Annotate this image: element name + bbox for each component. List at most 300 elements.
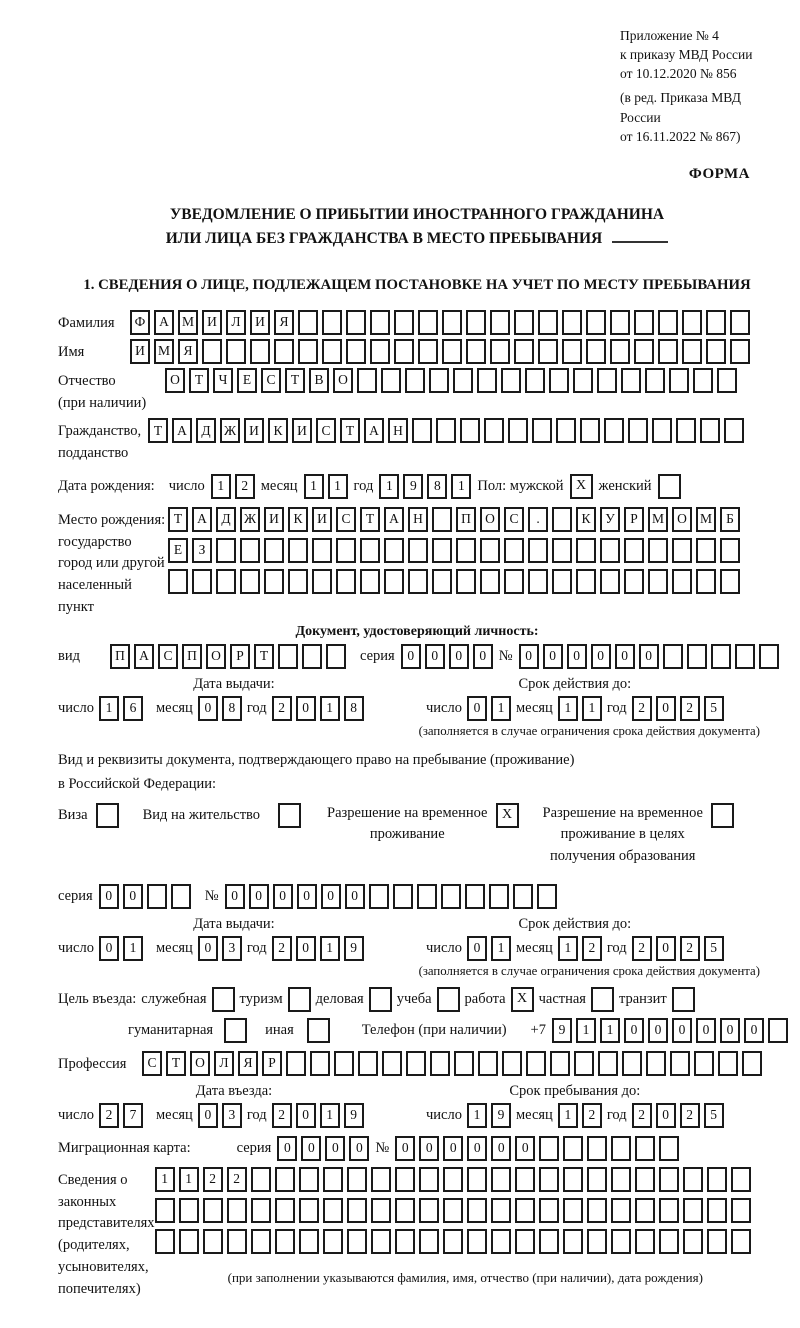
char-cell[interactable]: Т bbox=[148, 418, 168, 443]
char-cell[interactable] bbox=[539, 1167, 559, 1192]
char-cell[interactable]: 2 bbox=[235, 474, 255, 499]
char-cell[interactable]: 0 bbox=[624, 1018, 644, 1043]
char-cell[interactable]: 2 bbox=[632, 1103, 652, 1128]
char-cell[interactable] bbox=[587, 1229, 607, 1254]
char-cell[interactable] bbox=[467, 1198, 487, 1223]
char-cell[interactable]: 0 bbox=[395, 1136, 415, 1161]
char-cell[interactable] bbox=[346, 339, 366, 364]
char-cell[interactable]: А bbox=[172, 418, 192, 443]
char-cell[interactable] bbox=[443, 1167, 463, 1192]
residence-permit-checkbox[interactable] bbox=[278, 803, 301, 828]
char-cell[interactable]: И bbox=[312, 507, 332, 532]
char-cell[interactable] bbox=[371, 1198, 391, 1223]
char-cell[interactable]: И bbox=[250, 310, 270, 335]
char-cell[interactable] bbox=[600, 569, 620, 594]
char-cell[interactable]: А bbox=[192, 507, 212, 532]
char-cell[interactable]: 0 bbox=[720, 1018, 740, 1043]
char-cell[interactable]: 1 bbox=[155, 1167, 175, 1192]
char-cell[interactable]: 0 bbox=[296, 696, 316, 721]
char-cell[interactable]: 2 bbox=[680, 696, 700, 721]
char-cell[interactable] bbox=[432, 569, 452, 594]
char-cell[interactable] bbox=[563, 1229, 583, 1254]
char-cell[interactable]: Ж bbox=[220, 418, 240, 443]
char-cell[interactable] bbox=[669, 368, 689, 393]
char-cell[interactable]: 0 bbox=[744, 1018, 764, 1043]
char-cell[interactable]: С bbox=[316, 418, 336, 443]
char-cell[interactable] bbox=[539, 1198, 559, 1223]
char-cell[interactable] bbox=[580, 418, 600, 443]
char-cell[interactable]: Н bbox=[408, 507, 428, 532]
char-cell[interactable] bbox=[347, 1167, 367, 1192]
char-cell[interactable] bbox=[768, 1018, 788, 1043]
char-cell[interactable] bbox=[155, 1198, 175, 1223]
char-cell[interactable] bbox=[240, 538, 260, 563]
char-cell[interactable]: Я bbox=[178, 339, 198, 364]
char-cell[interactable]: 2 bbox=[582, 1103, 602, 1128]
char-cell[interactable] bbox=[336, 538, 356, 563]
char-cell[interactable] bbox=[707, 1229, 727, 1254]
char-cell[interactable]: 0 bbox=[467, 1136, 487, 1161]
char-cell[interactable]: 0 bbox=[345, 884, 365, 909]
char-cell[interactable] bbox=[394, 310, 414, 335]
char-cell[interactable]: 0 bbox=[296, 1103, 316, 1128]
char-cell[interactable]: Т bbox=[254, 644, 274, 669]
char-cell[interactable] bbox=[395, 1198, 415, 1223]
char-cell[interactable] bbox=[600, 538, 620, 563]
char-cell[interactable] bbox=[634, 339, 654, 364]
purpose-private-checkbox[interactable] bbox=[591, 987, 614, 1012]
char-cell[interactable] bbox=[466, 310, 486, 335]
char-cell[interactable] bbox=[370, 339, 390, 364]
char-cell[interactable] bbox=[720, 538, 740, 563]
char-cell[interactable] bbox=[179, 1198, 199, 1223]
char-cell[interactable]: 0 bbox=[639, 644, 659, 669]
char-cell[interactable] bbox=[731, 1167, 751, 1192]
char-cell[interactable] bbox=[454, 1051, 474, 1076]
char-cell[interactable]: 3 bbox=[222, 1103, 242, 1128]
char-cell[interactable]: 1 bbox=[179, 1167, 199, 1192]
char-cell[interactable] bbox=[484, 418, 504, 443]
char-cell[interactable]: 0 bbox=[249, 884, 269, 909]
char-cell[interactable]: О bbox=[480, 507, 500, 532]
char-cell[interactable]: Т bbox=[166, 1051, 186, 1076]
char-cell[interactable] bbox=[508, 418, 528, 443]
char-cell[interactable] bbox=[696, 569, 716, 594]
char-cell[interactable] bbox=[663, 644, 683, 669]
char-cell[interactable] bbox=[586, 339, 606, 364]
char-cell[interactable] bbox=[371, 1167, 391, 1192]
char-cell[interactable] bbox=[491, 1229, 511, 1254]
char-cell[interactable] bbox=[622, 1051, 642, 1076]
char-cell[interactable] bbox=[597, 368, 617, 393]
char-cell[interactable] bbox=[532, 418, 552, 443]
char-cell[interactable] bbox=[467, 1167, 487, 1192]
char-cell[interactable] bbox=[672, 538, 692, 563]
char-cell[interactable]: Д bbox=[196, 418, 216, 443]
char-cell[interactable] bbox=[419, 1198, 439, 1223]
char-cell[interactable] bbox=[628, 418, 648, 443]
char-cell[interactable] bbox=[406, 1051, 426, 1076]
char-cell[interactable] bbox=[504, 538, 524, 563]
char-cell[interactable] bbox=[412, 418, 432, 443]
char-cell[interactable]: 0 bbox=[656, 1103, 676, 1128]
char-cell[interactable]: 0 bbox=[519, 644, 539, 669]
char-cell[interactable] bbox=[696, 538, 716, 563]
char-cell[interactable] bbox=[539, 1229, 559, 1254]
char-cell[interactable] bbox=[381, 368, 401, 393]
char-cell[interactable] bbox=[443, 1229, 463, 1254]
char-cell[interactable]: 0 bbox=[567, 644, 587, 669]
char-cell[interactable]: 8 bbox=[427, 474, 447, 499]
char-cell[interactable]: 2 bbox=[272, 1103, 292, 1128]
char-cell[interactable] bbox=[323, 1167, 343, 1192]
char-cell[interactable] bbox=[730, 339, 750, 364]
char-cell[interactable] bbox=[443, 1198, 463, 1223]
char-cell[interactable] bbox=[430, 1051, 450, 1076]
char-cell[interactable] bbox=[742, 1051, 762, 1076]
char-cell[interactable]: С bbox=[158, 644, 178, 669]
char-cell[interactable] bbox=[453, 368, 473, 393]
char-cell[interactable] bbox=[724, 418, 744, 443]
char-cell[interactable] bbox=[278, 644, 298, 669]
char-cell[interactable] bbox=[489, 884, 509, 909]
char-cell[interactable]: 1 bbox=[600, 1018, 620, 1043]
char-cell[interactable]: 1 bbox=[558, 936, 578, 961]
purpose-other-checkbox[interactable] bbox=[307, 1018, 330, 1043]
char-cell[interactable]: 9 bbox=[403, 474, 423, 499]
purpose-work-checkbox[interactable]: X bbox=[511, 987, 534, 1012]
char-cell[interactable] bbox=[693, 368, 713, 393]
char-cell[interactable] bbox=[168, 569, 188, 594]
char-cell[interactable] bbox=[275, 1198, 295, 1223]
char-cell[interactable]: 0 bbox=[515, 1136, 535, 1161]
char-cell[interactable]: Я bbox=[274, 310, 294, 335]
char-cell[interactable] bbox=[323, 1198, 343, 1223]
char-cell[interactable]: 0 bbox=[425, 644, 445, 669]
char-cell[interactable] bbox=[405, 368, 425, 393]
char-cell[interactable] bbox=[611, 1229, 631, 1254]
char-cell[interactable] bbox=[419, 1229, 439, 1254]
char-cell[interactable] bbox=[312, 569, 332, 594]
char-cell[interactable]: 0 bbox=[321, 884, 341, 909]
char-cell[interactable]: А bbox=[384, 507, 404, 532]
char-cell[interactable] bbox=[563, 1167, 583, 1192]
char-cell[interactable]: И bbox=[130, 339, 150, 364]
char-cell[interactable]: 1 bbox=[99, 696, 119, 721]
char-cell[interactable]: А bbox=[364, 418, 384, 443]
char-cell[interactable] bbox=[310, 1051, 330, 1076]
char-cell[interactable] bbox=[192, 569, 212, 594]
char-cell[interactable]: О bbox=[165, 368, 185, 393]
char-cell[interactable]: Р bbox=[230, 644, 250, 669]
char-cell[interactable] bbox=[299, 1229, 319, 1254]
char-cell[interactable] bbox=[672, 569, 692, 594]
char-cell[interactable]: Л bbox=[214, 1051, 234, 1076]
char-cell[interactable]: 0 bbox=[543, 644, 563, 669]
char-cell[interactable]: Р bbox=[624, 507, 644, 532]
char-cell[interactable] bbox=[384, 538, 404, 563]
char-cell[interactable]: 2 bbox=[632, 696, 652, 721]
char-cell[interactable]: 1 bbox=[320, 936, 340, 961]
char-cell[interactable] bbox=[460, 418, 480, 443]
char-cell[interactable]: 0 bbox=[419, 1136, 439, 1161]
char-cell[interactable] bbox=[539, 1136, 559, 1161]
char-cell[interactable]: О bbox=[672, 507, 692, 532]
char-cell[interactable] bbox=[312, 538, 332, 563]
char-cell[interactable] bbox=[323, 1229, 343, 1254]
char-cell[interactable] bbox=[429, 368, 449, 393]
char-cell[interactable]: 5 bbox=[704, 696, 724, 721]
char-cell[interactable]: К bbox=[268, 418, 288, 443]
char-cell[interactable]: Т bbox=[360, 507, 380, 532]
char-cell[interactable]: Р bbox=[262, 1051, 282, 1076]
char-cell[interactable] bbox=[251, 1229, 271, 1254]
char-cell[interactable] bbox=[432, 538, 452, 563]
char-cell[interactable]: 0 bbox=[615, 644, 635, 669]
char-cell[interactable] bbox=[635, 1167, 655, 1192]
char-cell[interactable]: 9 bbox=[344, 936, 364, 961]
char-cell[interactable] bbox=[682, 310, 702, 335]
char-cell[interactable] bbox=[604, 418, 624, 443]
char-cell[interactable]: К bbox=[576, 507, 596, 532]
char-cell[interactable] bbox=[480, 569, 500, 594]
char-cell[interactable]: 2 bbox=[99, 1103, 119, 1128]
char-cell[interactable] bbox=[552, 507, 572, 532]
char-cell[interactable]: С bbox=[504, 507, 524, 532]
char-cell[interactable]: 3 bbox=[222, 936, 242, 961]
char-cell[interactable] bbox=[587, 1198, 607, 1223]
char-cell[interactable]: 0 bbox=[696, 1018, 716, 1043]
purpose-study-checkbox[interactable] bbox=[437, 987, 460, 1012]
char-cell[interactable] bbox=[552, 538, 572, 563]
char-cell[interactable]: 1 bbox=[491, 936, 511, 961]
char-cell[interactable]: 0 bbox=[297, 884, 317, 909]
purpose-official-checkbox[interactable] bbox=[212, 987, 235, 1012]
char-cell[interactable]: 0 bbox=[296, 936, 316, 961]
char-cell[interactable] bbox=[334, 1051, 354, 1076]
char-cell[interactable] bbox=[504, 569, 524, 594]
char-cell[interactable] bbox=[513, 884, 533, 909]
char-cell[interactable] bbox=[264, 538, 284, 563]
char-cell[interactable]: 0 bbox=[99, 936, 119, 961]
char-cell[interactable] bbox=[360, 538, 380, 563]
char-cell[interactable]: Ф bbox=[130, 310, 150, 335]
char-cell[interactable] bbox=[419, 1167, 439, 1192]
char-cell[interactable] bbox=[563, 1198, 583, 1223]
char-cell[interactable]: М bbox=[648, 507, 668, 532]
char-cell[interactable] bbox=[490, 310, 510, 335]
char-cell[interactable] bbox=[466, 339, 486, 364]
char-cell[interactable]: О bbox=[206, 644, 226, 669]
char-cell[interactable] bbox=[418, 339, 438, 364]
char-cell[interactable]: Т bbox=[285, 368, 305, 393]
char-cell[interactable]: 2 bbox=[680, 936, 700, 961]
char-cell[interactable] bbox=[587, 1167, 607, 1192]
visa-checkbox[interactable] bbox=[96, 803, 119, 828]
char-cell[interactable] bbox=[417, 884, 437, 909]
char-cell[interactable] bbox=[322, 339, 342, 364]
char-cell[interactable] bbox=[658, 310, 678, 335]
char-cell[interactable] bbox=[456, 538, 476, 563]
char-cell[interactable]: 1 bbox=[211, 474, 231, 499]
char-cell[interactable]: 6 bbox=[123, 696, 143, 721]
char-cell[interactable] bbox=[250, 339, 270, 364]
char-cell[interactable] bbox=[395, 1229, 415, 1254]
char-cell[interactable]: А bbox=[134, 644, 154, 669]
char-cell[interactable]: 8 bbox=[344, 696, 364, 721]
char-cell[interactable] bbox=[346, 310, 366, 335]
char-cell[interactable] bbox=[299, 1198, 319, 1223]
char-cell[interactable] bbox=[652, 418, 672, 443]
char-cell[interactable] bbox=[347, 1198, 367, 1223]
char-cell[interactable] bbox=[147, 884, 167, 909]
char-cell[interactable]: 0 bbox=[449, 644, 469, 669]
char-cell[interactable]: М bbox=[178, 310, 198, 335]
char-cell[interactable]: Е bbox=[237, 368, 257, 393]
char-cell[interactable]: 0 bbox=[672, 1018, 692, 1043]
char-cell[interactable]: 5 bbox=[704, 936, 724, 961]
char-cell[interactable] bbox=[563, 1136, 583, 1161]
char-cell[interactable]: 9 bbox=[552, 1018, 572, 1043]
char-cell[interactable] bbox=[202, 339, 222, 364]
char-cell[interactable] bbox=[288, 538, 308, 563]
char-cell[interactable] bbox=[322, 310, 342, 335]
char-cell[interactable]: 1 bbox=[576, 1018, 596, 1043]
char-cell[interactable]: 1 bbox=[467, 1103, 487, 1128]
char-cell[interactable] bbox=[418, 310, 438, 335]
char-cell[interactable]: 1 bbox=[451, 474, 471, 499]
char-cell[interactable] bbox=[624, 538, 644, 563]
char-cell[interactable]: 2 bbox=[272, 936, 292, 961]
temp-residence-checkbox[interactable]: X bbox=[496, 803, 519, 828]
char-cell[interactable] bbox=[552, 569, 572, 594]
char-cell[interactable] bbox=[302, 644, 322, 669]
char-cell[interactable] bbox=[436, 418, 456, 443]
char-cell[interactable] bbox=[155, 1229, 175, 1254]
char-cell[interactable] bbox=[286, 1051, 306, 1076]
char-cell[interactable]: 0 bbox=[99, 884, 119, 909]
char-cell[interactable] bbox=[720, 569, 740, 594]
char-cell[interactable] bbox=[611, 1198, 631, 1223]
char-cell[interactable] bbox=[515, 1198, 535, 1223]
char-cell[interactable]: 1 bbox=[320, 1103, 340, 1128]
char-cell[interactable]: Ж bbox=[240, 507, 260, 532]
char-cell[interactable]: У bbox=[600, 507, 620, 532]
char-cell[interactable]: П bbox=[456, 507, 476, 532]
char-cell[interactable] bbox=[514, 339, 534, 364]
char-cell[interactable] bbox=[586, 310, 606, 335]
char-cell[interactable]: Я bbox=[238, 1051, 258, 1076]
char-cell[interactable] bbox=[659, 1167, 679, 1192]
char-cell[interactable]: 1 bbox=[491, 696, 511, 721]
char-cell[interactable] bbox=[227, 1198, 247, 1223]
char-cell[interactable] bbox=[467, 1229, 487, 1254]
temp-residence-edu-checkbox[interactable] bbox=[711, 803, 734, 828]
char-cell[interactable] bbox=[171, 884, 191, 909]
char-cell[interactable] bbox=[515, 1167, 535, 1192]
char-cell[interactable] bbox=[562, 310, 582, 335]
char-cell[interactable]: 0 bbox=[401, 644, 421, 669]
char-cell[interactable]: И bbox=[264, 507, 284, 532]
char-cell[interactable] bbox=[442, 310, 462, 335]
char-cell[interactable]: М bbox=[154, 339, 174, 364]
char-cell[interactable] bbox=[658, 339, 678, 364]
sex-female-checkbox[interactable] bbox=[658, 474, 681, 499]
char-cell[interactable] bbox=[203, 1229, 223, 1254]
char-cell[interactable] bbox=[538, 310, 558, 335]
char-cell[interactable] bbox=[538, 339, 558, 364]
char-cell[interactable]: А bbox=[154, 310, 174, 335]
char-cell[interactable] bbox=[711, 644, 731, 669]
char-cell[interactable]: 1 bbox=[558, 1103, 578, 1128]
char-cell[interactable] bbox=[576, 538, 596, 563]
char-cell[interactable]: Т bbox=[168, 507, 188, 532]
char-cell[interactable]: 0 bbox=[198, 696, 218, 721]
char-cell[interactable] bbox=[621, 368, 641, 393]
char-cell[interactable] bbox=[648, 569, 668, 594]
char-cell[interactable]: И bbox=[202, 310, 222, 335]
char-cell[interactable]: 2 bbox=[227, 1167, 247, 1192]
char-cell[interactable]: 1 bbox=[558, 696, 578, 721]
char-cell[interactable] bbox=[275, 1229, 295, 1254]
char-cell[interactable]: 0 bbox=[277, 1136, 297, 1161]
char-cell[interactable] bbox=[682, 339, 702, 364]
char-cell[interactable] bbox=[645, 368, 665, 393]
char-cell[interactable] bbox=[759, 644, 779, 669]
char-cell[interactable] bbox=[384, 569, 404, 594]
char-cell[interactable] bbox=[491, 1167, 511, 1192]
char-cell[interactable]: 0 bbox=[349, 1136, 369, 1161]
char-cell[interactable] bbox=[576, 569, 596, 594]
char-cell[interactable] bbox=[537, 884, 557, 909]
char-cell[interactable] bbox=[299, 1167, 319, 1192]
char-cell[interactable] bbox=[676, 418, 696, 443]
char-cell[interactable]: 2 bbox=[272, 696, 292, 721]
char-cell[interactable] bbox=[371, 1229, 391, 1254]
char-cell[interactable] bbox=[288, 569, 308, 594]
char-cell[interactable] bbox=[718, 1051, 738, 1076]
char-cell[interactable] bbox=[502, 1051, 522, 1076]
char-cell[interactable] bbox=[370, 310, 390, 335]
char-cell[interactable]: Б bbox=[720, 507, 740, 532]
char-cell[interactable] bbox=[347, 1229, 367, 1254]
char-cell[interactable] bbox=[480, 538, 500, 563]
char-cell[interactable] bbox=[382, 1051, 402, 1076]
char-cell[interactable] bbox=[731, 1198, 751, 1223]
char-cell[interactable]: 2 bbox=[582, 936, 602, 961]
char-cell[interactable] bbox=[394, 339, 414, 364]
char-cell[interactable] bbox=[203, 1198, 223, 1223]
char-cell[interactable]: 5 bbox=[704, 1103, 724, 1128]
char-cell[interactable]: 1 bbox=[320, 696, 340, 721]
char-cell[interactable]: И bbox=[244, 418, 264, 443]
char-cell[interactable]: 2 bbox=[203, 1167, 223, 1192]
char-cell[interactable]: 2 bbox=[632, 936, 652, 961]
char-cell[interactable]: С bbox=[261, 368, 281, 393]
char-cell[interactable] bbox=[491, 1198, 511, 1223]
char-cell[interactable] bbox=[648, 538, 668, 563]
char-cell[interactable] bbox=[611, 1136, 631, 1161]
char-cell[interactable]: О bbox=[333, 368, 353, 393]
char-cell[interactable] bbox=[501, 368, 521, 393]
char-cell[interactable] bbox=[635, 1136, 655, 1161]
char-cell[interactable] bbox=[634, 310, 654, 335]
char-cell[interactable]: 1 bbox=[304, 474, 324, 499]
char-cell[interactable] bbox=[706, 339, 726, 364]
char-cell[interactable] bbox=[611, 1167, 631, 1192]
char-cell[interactable]: 0 bbox=[656, 936, 676, 961]
char-cell[interactable]: 0 bbox=[198, 1103, 218, 1128]
